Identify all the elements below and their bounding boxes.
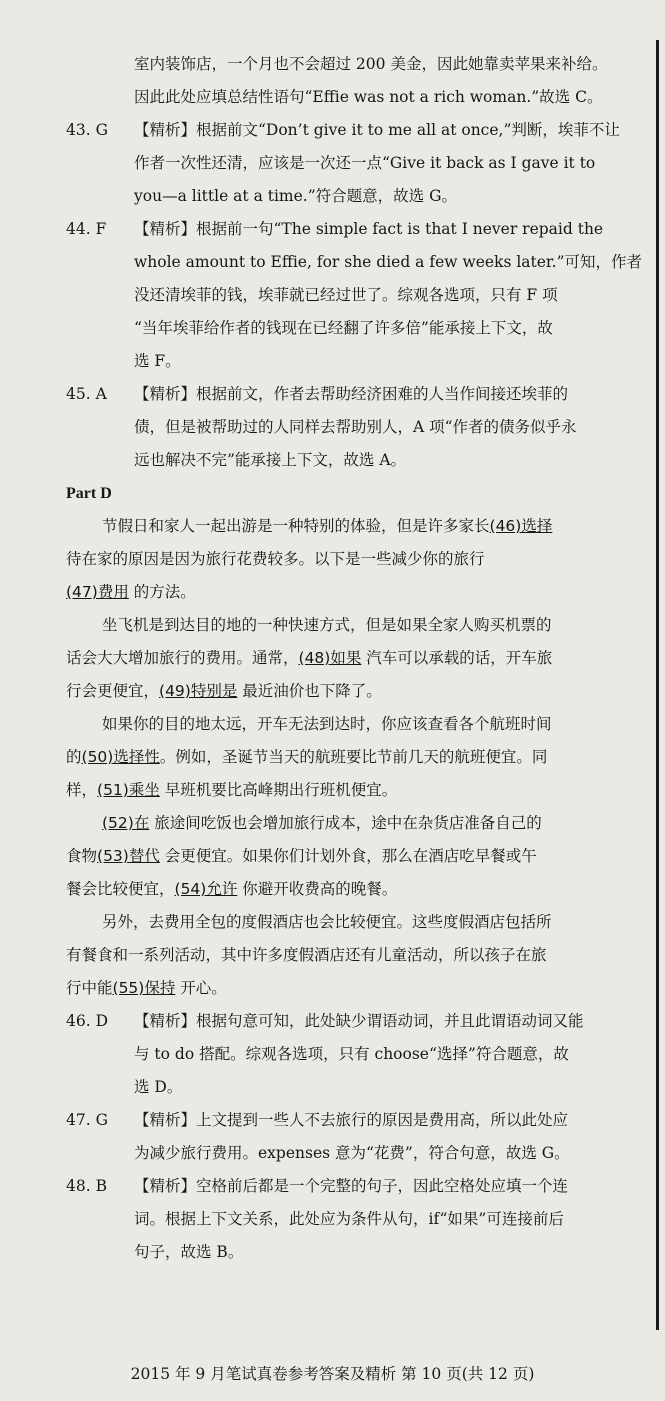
passage-translation [66, 510, 646, 1005]
answer-text: 【精析】空格前后都是一个完整的句子，因此空格处应填一个连 [134, 1177, 569, 1195]
passage-text: 开心。 [175, 979, 227, 997]
passage-line [66, 873, 646, 906]
answer-line [66, 180, 646, 213]
answer-number: 47. G [66, 1111, 108, 1129]
blank-answer: (49)特别是 [159, 682, 238, 700]
answers-section-bottom [66, 1005, 646, 1269]
part-title: Part D [66, 485, 112, 502]
page-footer: 2015 年 9 月笔试真卷参考答案及精析 第 10 页(共 12 页) [130, 1365, 535, 1383]
passage-text: 最近油价也下降了。 [237, 682, 382, 700]
passage-text: 会更便宜。如果你们计划外食，那么在酒店吃早餐或午 [159, 847, 537, 865]
passage-text: 汽车可以承载的话，开车旅 [361, 649, 553, 667]
answer-text: 与 to do 搭配。综观各选项，只有 choose“选择”符合题意，故 [134, 1045, 569, 1063]
answers-section-top [66, 48, 646, 477]
passage-text: 的方法。 [128, 583, 196, 601]
passage-text: 餐会比较便宜， [66, 880, 175, 898]
answer-item [66, 1104, 646, 1170]
passage-paragraph [66, 906, 646, 1005]
answer-item [66, 378, 646, 477]
answer-line [66, 1203, 646, 1236]
passage-text: 的 [66, 748, 82, 766]
answer-line [66, 48, 646, 81]
passage-paragraph [66, 609, 646, 708]
answer-text: 远也解决不完”能承接上下文，故选 A。 [134, 451, 407, 469]
passage-line [66, 543, 646, 576]
passage-text: 食物 [66, 847, 98, 865]
answer-text: 【精析】上文提到一些人不去旅行的原因是费用高，所以此处应 [134, 1111, 569, 1129]
blank-answer: (55)保持 [112, 979, 176, 997]
answer-number: 48. B [66, 1177, 107, 1195]
passage-text: 话会大大增加旅行的费用。通常， [66, 649, 299, 667]
answer-line [66, 1038, 646, 1071]
passage-line [66, 609, 646, 642]
answer-line [66, 411, 646, 444]
passage-paragraph [66, 807, 646, 906]
answer-text: 【精析】根据前文“Don’t give it to me all at once,”判断，埃菲不让 [134, 121, 620, 139]
answer-text: 作者一次性还清，应该是一次还一点“Give it back as I gave it to [134, 154, 596, 172]
answer-item [66, 48, 646, 114]
passage-text: 你避开收费高的晚餐。 [237, 880, 398, 898]
blank-answer: (52)在 [102, 814, 150, 832]
content [66, 48, 646, 1269]
answer-line [66, 147, 646, 180]
passage-line [66, 906, 646, 939]
answer-text: “当年埃菲给作者的钱现在已经翻了许多倍”能承接上下文，故 [134, 319, 553, 337]
passage-text: 如果你的目的地太远，开车无法到达时，你应该查看各个航班时间 [102, 715, 552, 733]
passage-text: 节假日和家人一起出游是一种特别的体验，但是许多家长 [102, 517, 490, 535]
answer-item [66, 213, 646, 378]
answer-line [66, 114, 646, 147]
passage-line [66, 510, 646, 543]
passage-paragraph [66, 510, 646, 609]
answer-text: 【精析】根据句意可知，此处缺少谓语动词，并且此谓语动词又能 [134, 1012, 584, 1030]
blank-answer: (53)替代 [97, 847, 160, 865]
passage-line [66, 807, 646, 840]
passage-line [66, 576, 646, 609]
answer-text: 词。根据上下文关系，此处应为条件从句，if“如果”可连接前后 [134, 1210, 564, 1228]
passage-line [66, 741, 646, 774]
answer-item [66, 114, 646, 213]
answer-line [66, 246, 646, 279]
answer-text: 因此此处应填总结性语句“Effie was not a rich woman.”故选 C。 [134, 88, 603, 106]
passage-paragraph [66, 708, 646, 807]
passage-line [66, 708, 646, 741]
answer-text: whole amount to Effie, for she died a few weeks later.”可知，作者 [134, 253, 642, 271]
answer-line [66, 1236, 646, 1269]
answer-line [66, 1104, 646, 1137]
answer-number: 46. D [66, 1012, 109, 1030]
answer-item [66, 1005, 646, 1104]
passage-text: 另外，去费用全包的度假酒店也会比较便宜。这些度假酒店包括所 [102, 913, 552, 931]
passage-text: 有餐食和一系列活动，其中许多度假酒店还有儿童活动，所以孩子在旅 [66, 946, 547, 964]
answer-line [66, 1137, 646, 1170]
answer-text: 【精析】根据前文，作者去帮助经济困难的人当作间接还埃菲的 [134, 385, 569, 403]
blank-answer: (50)选择性 [81, 748, 160, 766]
answer-text: 为减少旅行费用。expenses 意为“花费”，符合句意，故选 G。 [134, 1144, 570, 1162]
blank-answer: (46)选择 [489, 517, 553, 535]
passage-text: 。例如，圣诞节当天的航班要比节前几天的航班便宜。同 [159, 748, 548, 766]
passage-text: 待在家的原因是因为旅行花费较多。以下是一些减少你的旅行 [66, 550, 485, 568]
passage-text: 样， [66, 781, 98, 799]
passage-line [66, 774, 646, 807]
answer-line [66, 345, 646, 378]
blank-answer: (51)乘坐 [97, 781, 160, 799]
blank-answer: (47)费用 [66, 583, 129, 601]
answer-number: 43. G [66, 121, 108, 139]
passage-text: 行会更便宜， [66, 682, 160, 700]
answer-line [66, 1005, 646, 1038]
answer-line [66, 1071, 646, 1104]
blank-answer: (48)如果 [298, 649, 362, 667]
passage-text: 旅途间吃饭也会增加旅行成本，途中在杂货店准备自己的 [149, 814, 542, 832]
passage-line [66, 675, 646, 708]
answer-text: 没还清埃菲的钱，埃菲就已经过世了。综观各选项，只有 F 项 [134, 286, 558, 304]
passage-line [66, 840, 646, 873]
answer-text: 【精析】根据前一句“The simple fact is that I never repaid the [134, 220, 604, 238]
passage-text: 坐飞机是到达目的地的一种快速方式，但是如果全家人购买机票的 [102, 616, 552, 634]
answer-number: 44. F [66, 220, 107, 238]
passage-line [66, 972, 646, 1005]
passage-line [66, 642, 646, 675]
answer-line [66, 279, 646, 312]
answer-text: 选 F。 [134, 352, 181, 370]
answer-text: 选 D。 [134, 1078, 183, 1096]
answer-line [66, 312, 646, 345]
answer-line [66, 81, 646, 114]
passage-text: 早班机要比高峰期出行班机便宜。 [159, 781, 398, 799]
answer-number: 45. A [66, 385, 107, 403]
answer-item [66, 1170, 646, 1269]
answer-line [66, 444, 646, 477]
blank-answer: (54)允许 [174, 880, 238, 898]
answer-text: 室内装饰店，一个月也不会超过 200 美金，因此她靠卖苹果来补给。 [134, 55, 608, 73]
margin-rule [656, 40, 659, 1330]
answer-text: 债，但是被帮助过的人同样去帮助别人，A 项“作者的债务似乎永 [134, 418, 577, 436]
answer-text: 句子，故选 B。 [134, 1243, 244, 1261]
passage-line [66, 939, 646, 972]
answer-line [66, 213, 646, 246]
answer-line [66, 1170, 646, 1203]
passage-text: 行中能 [66, 979, 113, 997]
answer-text: you—a little at a time.”符合题意，故选 G。 [134, 187, 457, 205]
answer-line [66, 378, 646, 411]
